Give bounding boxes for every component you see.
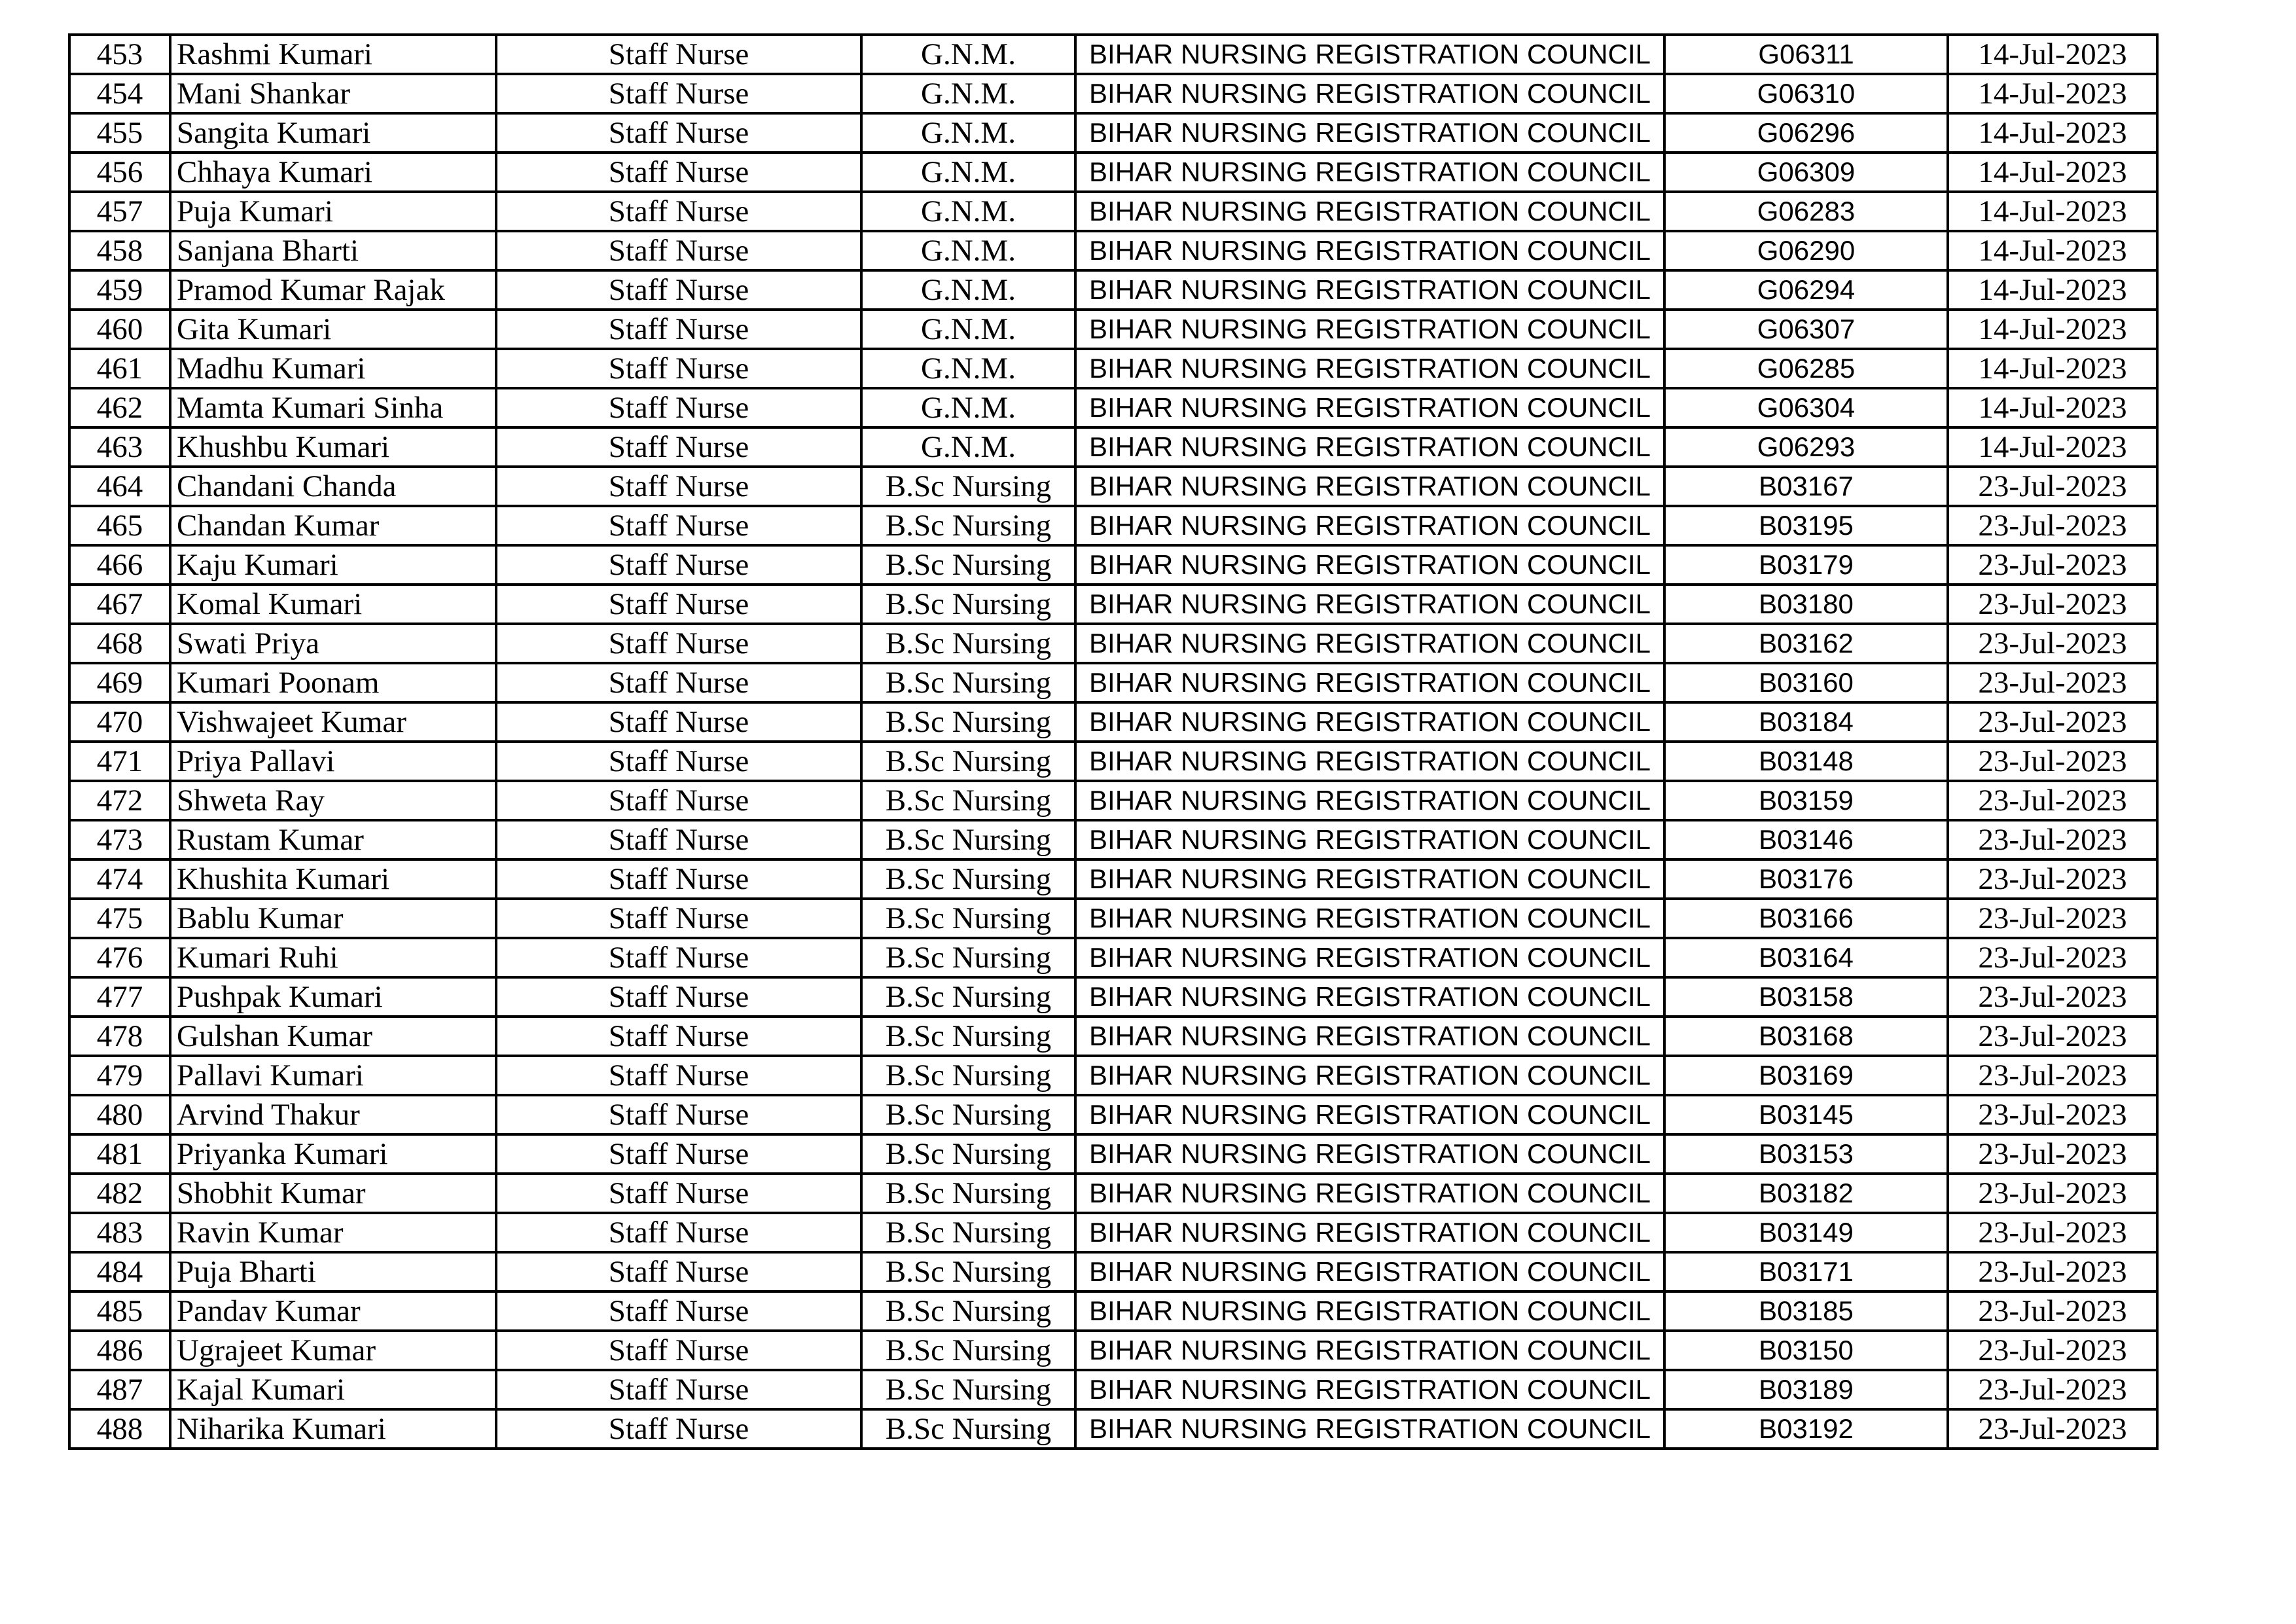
name-cell: Pandav Kumar — [170, 1291, 496, 1331]
registration-date-cell: 23-Jul-2023 — [1948, 1409, 2157, 1449]
name-cell: Niharika Kumari — [170, 1409, 496, 1449]
council-cell: BIHAR NURSING REGISTRATION COUNCIL — [1075, 977, 1664, 1017]
registration-date-cell: 14-Jul-2023 — [1948, 153, 2157, 192]
council-cell: BIHAR NURSING REGISTRATION COUNCIL — [1075, 899, 1664, 938]
name-cell: Shweta Ray — [170, 781, 496, 820]
council-cell: BIHAR NURSING REGISTRATION COUNCIL — [1075, 1095, 1664, 1134]
designation-cell: Staff Nurse — [496, 899, 861, 938]
serial-number-cell: 473 — [69, 820, 170, 859]
registration-number-cell: B03149 — [1664, 1213, 1948, 1252]
table-row — [69, 742, 2157, 781]
registration-date-cell: 23-Jul-2023 — [1948, 1370, 2157, 1409]
designation-cell: Staff Nurse — [496, 585, 861, 624]
qualification-cell: B.Sc Nursing — [861, 742, 1075, 781]
qualification-cell: G.N.M. — [861, 270, 1075, 310]
registration-date-cell: 23-Jul-2023 — [1948, 1331, 2157, 1370]
table-row — [69, 1331, 2157, 1370]
table-row — [69, 1056, 2157, 1095]
table-row — [69, 427, 2157, 467]
registration-date-cell: 23-Jul-2023 — [1948, 859, 2157, 899]
registry-sheet — [68, 33, 2156, 1450]
council-cell: BIHAR NURSING REGISTRATION COUNCIL — [1075, 1291, 1664, 1331]
registration-date-cell: 23-Jul-2023 — [1948, 1017, 2157, 1056]
registration-number-cell: B03182 — [1664, 1174, 1948, 1213]
designation-cell: Staff Nurse — [496, 153, 861, 192]
registration-number-cell: G06294 — [1664, 270, 1948, 310]
qualification-cell: B.Sc Nursing — [861, 467, 1075, 506]
serial-number-cell: 484 — [69, 1252, 170, 1291]
designation-cell: Staff Nurse — [496, 1291, 861, 1331]
name-cell: Shobhit Kumar — [170, 1174, 496, 1213]
name-cell: Khushbu Kumari — [170, 427, 496, 467]
serial-number-cell: 483 — [69, 1213, 170, 1252]
table-row — [69, 231, 2157, 270]
registration-date-cell: 23-Jul-2023 — [1948, 781, 2157, 820]
qualification-cell: G.N.M. — [861, 153, 1075, 192]
table-row — [69, 781, 2157, 820]
registration-date-cell: 14-Jul-2023 — [1948, 192, 2157, 231]
designation-cell: Staff Nurse — [496, 1409, 861, 1449]
qualification-cell: B.Sc Nursing — [861, 506, 1075, 545]
registration-number-cell: B03145 — [1664, 1095, 1948, 1134]
registration-number-cell: B03159 — [1664, 781, 1948, 820]
table-row — [69, 113, 2157, 153]
qualification-cell: B.Sc Nursing — [861, 545, 1075, 585]
council-cell: BIHAR NURSING REGISTRATION COUNCIL — [1075, 624, 1664, 663]
serial-number-cell: 462 — [69, 388, 170, 427]
registration-number-cell: B03146 — [1664, 820, 1948, 859]
name-cell: Pushpak Kumari — [170, 977, 496, 1017]
name-cell: Kumari Poonam — [170, 663, 496, 702]
registration-date-cell: 14-Jul-2023 — [1948, 310, 2157, 349]
designation-cell: Staff Nurse — [496, 859, 861, 899]
council-cell: BIHAR NURSING REGISTRATION COUNCIL — [1075, 1409, 1664, 1449]
serial-number-cell: 482 — [69, 1174, 170, 1213]
registration-date-cell: 14-Jul-2023 — [1948, 231, 2157, 270]
qualification-cell: B.Sc Nursing — [861, 624, 1075, 663]
qualification-cell: B.Sc Nursing — [861, 702, 1075, 742]
serial-number-cell: 480 — [69, 1095, 170, 1134]
designation-cell: Staff Nurse — [496, 781, 861, 820]
council-cell: BIHAR NURSING REGISTRATION COUNCIL — [1075, 1017, 1664, 1056]
council-cell: BIHAR NURSING REGISTRATION COUNCIL — [1075, 467, 1664, 506]
designation-cell: Staff Nurse — [496, 1213, 861, 1252]
designation-cell: Staff Nurse — [496, 1095, 861, 1134]
council-cell: BIHAR NURSING REGISTRATION COUNCIL — [1075, 270, 1664, 310]
name-cell: Vishwajeet Kumar — [170, 702, 496, 742]
designation-cell: Staff Nurse — [496, 742, 861, 781]
serial-number-cell: 478 — [69, 1017, 170, 1056]
registration-number-cell: B03192 — [1664, 1409, 1948, 1449]
designation-cell: Staff Nurse — [496, 545, 861, 585]
council-cell: BIHAR NURSING REGISTRATION COUNCIL — [1075, 349, 1664, 388]
registration-number-cell: G06296 — [1664, 113, 1948, 153]
registration-number-cell: B03185 — [1664, 1291, 1948, 1331]
designation-cell: Staff Nurse — [496, 624, 861, 663]
serial-number-cell: 458 — [69, 231, 170, 270]
serial-number-cell: 472 — [69, 781, 170, 820]
registration-date-cell: 23-Jul-2023 — [1948, 545, 2157, 585]
qualification-cell: B.Sc Nursing — [861, 1017, 1075, 1056]
name-cell: Pramod Kumar Rajak — [170, 270, 496, 310]
table-row — [69, 1017, 2157, 1056]
serial-number-cell: 463 — [69, 427, 170, 467]
council-cell: BIHAR NURSING REGISTRATION COUNCIL — [1075, 388, 1664, 427]
council-cell: BIHAR NURSING REGISTRATION COUNCIL — [1075, 585, 1664, 624]
serial-number-cell: 469 — [69, 663, 170, 702]
name-cell: Ravin Kumar — [170, 1213, 496, 1252]
council-cell: BIHAR NURSING REGISTRATION COUNCIL — [1075, 781, 1664, 820]
qualification-cell: B.Sc Nursing — [861, 1095, 1075, 1134]
council-cell: BIHAR NURSING REGISTRATION COUNCIL — [1075, 938, 1664, 977]
designation-cell: Staff Nurse — [496, 270, 861, 310]
table-row — [69, 35, 2157, 74]
serial-number-cell: 475 — [69, 899, 170, 938]
qualification-cell: B.Sc Nursing — [861, 585, 1075, 624]
qualification-cell: B.Sc Nursing — [861, 1331, 1075, 1370]
registration-number-cell: G06310 — [1664, 74, 1948, 113]
council-cell: BIHAR NURSING REGISTRATION COUNCIL — [1075, 1252, 1664, 1291]
registration-date-cell: 23-Jul-2023 — [1948, 1056, 2157, 1095]
qualification-cell: G.N.M. — [861, 113, 1075, 153]
qualification-cell: G.N.M. — [861, 192, 1075, 231]
registration-number-cell: B03164 — [1664, 938, 1948, 977]
registration-number-cell: G06290 — [1664, 231, 1948, 270]
registration-date-cell: 23-Jul-2023 — [1948, 742, 2157, 781]
serial-number-cell: 471 — [69, 742, 170, 781]
name-cell: Chandan Kumar — [170, 506, 496, 545]
registration-date-cell: 23-Jul-2023 — [1948, 702, 2157, 742]
name-cell: Priyanka Kumari — [170, 1134, 496, 1174]
council-cell: BIHAR NURSING REGISTRATION COUNCIL — [1075, 859, 1664, 899]
name-cell: Mamta Kumari Sinha — [170, 388, 496, 427]
council-cell: BIHAR NURSING REGISTRATION COUNCIL — [1075, 506, 1664, 545]
serial-number-cell: 486 — [69, 1331, 170, 1370]
table-row — [69, 545, 2157, 585]
name-cell: Kumari Ruhi — [170, 938, 496, 977]
council-cell: BIHAR NURSING REGISTRATION COUNCIL — [1075, 1370, 1664, 1409]
serial-number-cell: 460 — [69, 310, 170, 349]
registration-number-cell: B03195 — [1664, 506, 1948, 545]
council-cell: BIHAR NURSING REGISTRATION COUNCIL — [1075, 1174, 1664, 1213]
qualification-cell: B.Sc Nursing — [861, 1370, 1075, 1409]
registry-table — [68, 33, 2159, 1450]
serial-number-cell: 454 — [69, 74, 170, 113]
table-row — [69, 1095, 2157, 1134]
table-row — [69, 977, 2157, 1017]
qualification-cell: B.Sc Nursing — [861, 1134, 1075, 1174]
designation-cell: Staff Nurse — [496, 1252, 861, 1291]
council-cell: BIHAR NURSING REGISTRATION COUNCIL — [1075, 310, 1664, 349]
qualification-cell: B.Sc Nursing — [861, 1291, 1075, 1331]
registration-number-cell: B03148 — [1664, 742, 1948, 781]
qualification-cell: B.Sc Nursing — [861, 1252, 1075, 1291]
registration-number-cell: B03176 — [1664, 859, 1948, 899]
designation-cell: Staff Nurse — [496, 231, 861, 270]
registration-date-cell: 23-Jul-2023 — [1948, 624, 2157, 663]
name-cell: Swati Priya — [170, 624, 496, 663]
serial-number-cell: 464 — [69, 467, 170, 506]
registration-number-cell: B03171 — [1664, 1252, 1948, 1291]
designation-cell: Staff Nurse — [496, 74, 861, 113]
designation-cell: Staff Nurse — [496, 1174, 861, 1213]
registration-date-cell: 23-Jul-2023 — [1948, 1291, 2157, 1331]
serial-number-cell: 455 — [69, 113, 170, 153]
registration-number-cell: B03168 — [1664, 1017, 1948, 1056]
registration-number-cell: B03150 — [1664, 1331, 1948, 1370]
name-cell: Sanjana Bharti — [170, 231, 496, 270]
council-cell: BIHAR NURSING REGISTRATION COUNCIL — [1075, 35, 1664, 74]
qualification-cell: G.N.M. — [861, 427, 1075, 467]
name-cell: Arvind Thakur — [170, 1095, 496, 1134]
designation-cell: Staff Nurse — [496, 1370, 861, 1409]
serial-number-cell: 456 — [69, 153, 170, 192]
serial-number-cell: 470 — [69, 702, 170, 742]
registration-number-cell: B03153 — [1664, 1134, 1948, 1174]
registration-number-cell: B03160 — [1664, 663, 1948, 702]
name-cell: Mani Shankar — [170, 74, 496, 113]
table-row — [69, 349, 2157, 388]
qualification-cell: B.Sc Nursing — [861, 899, 1075, 938]
designation-cell: Staff Nurse — [496, 388, 861, 427]
name-cell: Puja Kumari — [170, 192, 496, 231]
serial-number-cell: 479 — [69, 1056, 170, 1095]
registration-date-cell: 23-Jul-2023 — [1948, 820, 2157, 859]
designation-cell: Staff Nurse — [496, 820, 861, 859]
qualification-cell: G.N.M. — [861, 310, 1075, 349]
qualification-cell: B.Sc Nursing — [861, 1409, 1075, 1449]
registration-date-cell: 14-Jul-2023 — [1948, 349, 2157, 388]
qualification-cell: G.N.M. — [861, 231, 1075, 270]
designation-cell: Staff Nurse — [496, 35, 861, 74]
table-row — [69, 467, 2157, 506]
council-cell: BIHAR NURSING REGISTRATION COUNCIL — [1075, 427, 1664, 467]
designation-cell: Staff Nurse — [496, 349, 861, 388]
table-row — [69, 1213, 2157, 1252]
table-row — [69, 820, 2157, 859]
designation-cell: Staff Nurse — [496, 977, 861, 1017]
registration-number-cell: B03169 — [1664, 1056, 1948, 1095]
council-cell: BIHAR NURSING REGISTRATION COUNCIL — [1075, 1056, 1664, 1095]
table-row — [69, 859, 2157, 899]
registration-number-cell: B03166 — [1664, 899, 1948, 938]
registration-number-cell: B03179 — [1664, 545, 1948, 585]
council-cell: BIHAR NURSING REGISTRATION COUNCIL — [1075, 153, 1664, 192]
qualification-cell: B.Sc Nursing — [861, 859, 1075, 899]
table-row — [69, 388, 2157, 427]
registration-number-cell: B03162 — [1664, 624, 1948, 663]
serial-number-cell: 487 — [69, 1370, 170, 1409]
designation-cell: Staff Nurse — [496, 113, 861, 153]
designation-cell: Staff Nurse — [496, 663, 861, 702]
council-cell: BIHAR NURSING REGISTRATION COUNCIL — [1075, 820, 1664, 859]
registration-number-cell: B03158 — [1664, 977, 1948, 1017]
qualification-cell: B.Sc Nursing — [861, 1174, 1075, 1213]
serial-number-cell: 481 — [69, 1134, 170, 1174]
qualification-cell: B.Sc Nursing — [861, 1056, 1075, 1095]
table-row — [69, 1134, 2157, 1174]
designation-cell: Staff Nurse — [496, 1056, 861, 1095]
table-row — [69, 585, 2157, 624]
name-cell: Rashmi Kumari — [170, 35, 496, 74]
council-cell: BIHAR NURSING REGISTRATION COUNCIL — [1075, 663, 1664, 702]
registration-date-cell: 14-Jul-2023 — [1948, 270, 2157, 310]
designation-cell: Staff Nurse — [496, 310, 861, 349]
registration-date-cell: 23-Jul-2023 — [1948, 977, 2157, 1017]
serial-number-cell: 488 — [69, 1409, 170, 1449]
table-row — [69, 506, 2157, 545]
qualification-cell: B.Sc Nursing — [861, 663, 1075, 702]
council-cell: BIHAR NURSING REGISTRATION COUNCIL — [1075, 113, 1664, 153]
designation-cell: Staff Nurse — [496, 1017, 861, 1056]
council-cell: BIHAR NURSING REGISTRATION COUNCIL — [1075, 74, 1664, 113]
table-row — [69, 663, 2157, 702]
registration-date-cell: 23-Jul-2023 — [1948, 467, 2157, 506]
serial-number-cell: 474 — [69, 859, 170, 899]
table-row — [69, 192, 2157, 231]
serial-number-cell: 461 — [69, 349, 170, 388]
council-cell: BIHAR NURSING REGISTRATION COUNCIL — [1075, 231, 1664, 270]
name-cell: Kaju Kumari — [170, 545, 496, 585]
table-row — [69, 1291, 2157, 1331]
qualification-cell: B.Sc Nursing — [861, 820, 1075, 859]
name-cell: Ugrajeet Kumar — [170, 1331, 496, 1370]
registration-number-cell: B03167 — [1664, 467, 1948, 506]
table-row — [69, 702, 2157, 742]
qualification-cell: G.N.M. — [861, 35, 1075, 74]
table-row — [69, 1409, 2157, 1449]
registration-number-cell: G06304 — [1664, 388, 1948, 427]
serial-number-cell: 476 — [69, 938, 170, 977]
serial-number-cell: 459 — [69, 270, 170, 310]
qualification-cell: B.Sc Nursing — [861, 977, 1075, 1017]
designation-cell: Staff Nurse — [496, 702, 861, 742]
registration-number-cell: G06311 — [1664, 35, 1948, 74]
qualification-cell: G.N.M. — [861, 74, 1075, 113]
name-cell: Bablu Kumar — [170, 899, 496, 938]
registry-table-body — [69, 35, 2157, 1449]
name-cell: Khushita Kumari — [170, 859, 496, 899]
name-cell: Sangita Kumari — [170, 113, 496, 153]
name-cell: Gita Kumari — [170, 310, 496, 349]
registration-date-cell: 23-Jul-2023 — [1948, 1095, 2157, 1134]
registration-number-cell: G06285 — [1664, 349, 1948, 388]
table-row — [69, 310, 2157, 349]
designation-cell: Staff Nurse — [496, 467, 861, 506]
table-row — [69, 270, 2157, 310]
council-cell: BIHAR NURSING REGISTRATION COUNCIL — [1075, 1331, 1664, 1370]
registration-number-cell: B03189 — [1664, 1370, 1948, 1409]
table-row — [69, 624, 2157, 663]
table-row — [69, 899, 2157, 938]
registration-number-cell: B03180 — [1664, 585, 1948, 624]
council-cell: BIHAR NURSING REGISTRATION COUNCIL — [1075, 545, 1664, 585]
table-row — [69, 1174, 2157, 1213]
registration-date-cell: 23-Jul-2023 — [1948, 663, 2157, 702]
registration-date-cell: 23-Jul-2023 — [1948, 1252, 2157, 1291]
designation-cell: Staff Nurse — [496, 506, 861, 545]
table-row — [69, 153, 2157, 192]
registration-date-cell: 23-Jul-2023 — [1948, 1213, 2157, 1252]
registration-date-cell: 23-Jul-2023 — [1948, 1174, 2157, 1213]
registration-date-cell: 14-Jul-2023 — [1948, 35, 2157, 74]
designation-cell: Staff Nurse — [496, 938, 861, 977]
council-cell: BIHAR NURSING REGISTRATION COUNCIL — [1075, 1134, 1664, 1174]
qualification-cell: B.Sc Nursing — [861, 781, 1075, 820]
name-cell: Madhu Kumari — [170, 349, 496, 388]
serial-number-cell: 477 — [69, 977, 170, 1017]
registration-number-cell: G06309 — [1664, 153, 1948, 192]
registration-date-cell: 23-Jul-2023 — [1948, 585, 2157, 624]
registration-date-cell: 14-Jul-2023 — [1948, 388, 2157, 427]
table-row — [69, 1252, 2157, 1291]
registration-number-cell: G06283 — [1664, 192, 1948, 231]
serial-number-cell: 466 — [69, 545, 170, 585]
council-cell: BIHAR NURSING REGISTRATION COUNCIL — [1075, 742, 1664, 781]
registration-date-cell: 14-Jul-2023 — [1948, 427, 2157, 467]
name-cell: Pallavi Kumari — [170, 1056, 496, 1095]
table-row — [69, 74, 2157, 113]
council-cell: BIHAR NURSING REGISTRATION COUNCIL — [1075, 1213, 1664, 1252]
council-cell: BIHAR NURSING REGISTRATION COUNCIL — [1075, 192, 1664, 231]
serial-number-cell: 468 — [69, 624, 170, 663]
serial-number-cell: 457 — [69, 192, 170, 231]
qualification-cell: B.Sc Nursing — [861, 938, 1075, 977]
name-cell: Gulshan Kumar — [170, 1017, 496, 1056]
council-cell: BIHAR NURSING REGISTRATION COUNCIL — [1075, 702, 1664, 742]
name-cell: Priya Pallavi — [170, 742, 496, 781]
name-cell: Chandani Chanda — [170, 467, 496, 506]
designation-cell: Staff Nurse — [496, 1134, 861, 1174]
designation-cell: Staff Nurse — [496, 1331, 861, 1370]
name-cell: Chhaya Kumari — [170, 153, 496, 192]
designation-cell: Staff Nurse — [496, 192, 861, 231]
serial-number-cell: 465 — [69, 506, 170, 545]
registration-date-cell: 23-Jul-2023 — [1948, 1134, 2157, 1174]
registration-number-cell: G06307 — [1664, 310, 1948, 349]
serial-number-cell: 485 — [69, 1291, 170, 1331]
registration-date-cell: 14-Jul-2023 — [1948, 74, 2157, 113]
qualification-cell: G.N.M. — [861, 388, 1075, 427]
name-cell: Puja Bharti — [170, 1252, 496, 1291]
serial-number-cell: 453 — [69, 35, 170, 74]
registration-number-cell: G06293 — [1664, 427, 1948, 467]
table-row — [69, 1370, 2157, 1409]
name-cell: Kajal Kumari — [170, 1370, 496, 1409]
name-cell: Rustam Kumar — [170, 820, 496, 859]
designation-cell: Staff Nurse — [496, 427, 861, 467]
qualification-cell: G.N.M. — [861, 349, 1075, 388]
name-cell: Komal Kumari — [170, 585, 496, 624]
qualification-cell: B.Sc Nursing — [861, 1213, 1075, 1252]
registration-number-cell: B03184 — [1664, 702, 1948, 742]
table-row — [69, 938, 2157, 977]
serial-number-cell: 467 — [69, 585, 170, 624]
registration-date-cell: 14-Jul-2023 — [1948, 113, 2157, 153]
registration-date-cell: 23-Jul-2023 — [1948, 938, 2157, 977]
registration-date-cell: 23-Jul-2023 — [1948, 506, 2157, 545]
registration-date-cell: 23-Jul-2023 — [1948, 899, 2157, 938]
